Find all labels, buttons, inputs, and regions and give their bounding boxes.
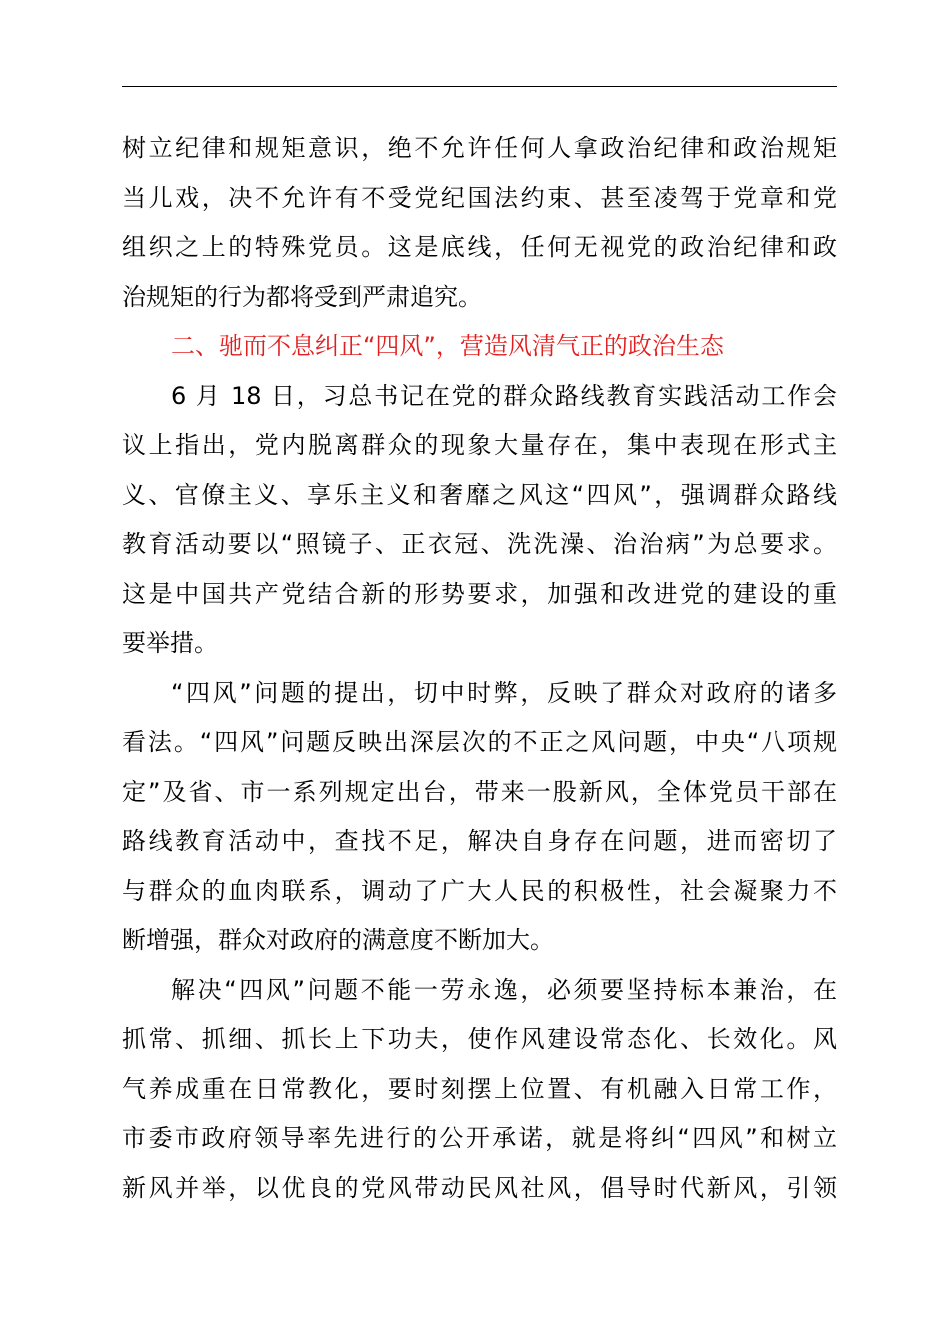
text-line: 断增强，群众对政府的满意度不断加大。 [122, 926, 554, 954]
text-line: 树立纪律和规矩意识，绝不允许任何人拿政治纪律和政治规矩 [122, 134, 837, 162]
text-line: 议上指出，党内脱离群众的现象大量存在，集中表现在形式主 [122, 431, 837, 459]
text-line: 治规矩的行为都将受到严肃追究。 [122, 282, 482, 311]
text-line: 市委市政府领导率先进行的公开承诺，就是将纠“四风”和树立 [122, 1124, 837, 1152]
text-line: 当儿戏，决不允许有不受党纪国法约束、甚至凌驾于党章和党 [122, 183, 837, 212]
text-line: 路线教育活动中，查找不足，解决自身存在问题，进而密切了 [122, 827, 837, 855]
text-line: 义、官僚主义、享乐主义和奢靡之风这“四风”，强调群众路线 [122, 480, 837, 509]
text-line: 教育活动要以“照镜子、正衣冠、洗洗澡、治治病”为总要求。 [122, 530, 837, 558]
text-line: 看法。“四风”问题反映出深层次的不正之风问题，中央“八项规 [122, 728, 837, 756]
text-line: 气养成重在日常教化，要时刻摆上位置、有机融入日常工作， [122, 1074, 837, 1103]
text-line: 新风并举，以优良的党风带动民风社风，倡导时代新风，引领 [122, 1173, 837, 1202]
text-line: 这是中国共产党结合新的形势要求，加强和改进党的建设的重 [122, 579, 837, 608]
document-body [122, 124, 837, 1213]
text-line: 定”及省、市一系列规定出台，带来一股新风，全体党员干部在 [122, 777, 837, 806]
text-line: 解决“四风”问题不能一劳永逸，必须要坚持标本兼治，在 [171, 975, 837, 1004]
text-line: “四风”问题的提出，切中时弊，反映了群众对政府的诸多 [171, 678, 837, 707]
text-line: 与群众的血肉联系，调动了广大人民的积极性，社会凝聚力不 [122, 876, 837, 905]
text-line: 要举措。 [122, 629, 218, 657]
text-line: 6 月 18 日，习总书记在党的群众路线教育实践活动工作会 [171, 381, 837, 410]
header-rule [122, 86, 837, 87]
section-heading: 二、驰而不息纠正“四风”，营造风清气正的政治生态 [171, 332, 724, 360]
text-line: 抓常、抓细、抓长上下功夫，使作风建设常态化、长效化。风 [122, 1025, 837, 1053]
text-line: 组织之上的特殊党员。这是底线，任何无视党的政治纪律和政 [122, 233, 837, 261]
